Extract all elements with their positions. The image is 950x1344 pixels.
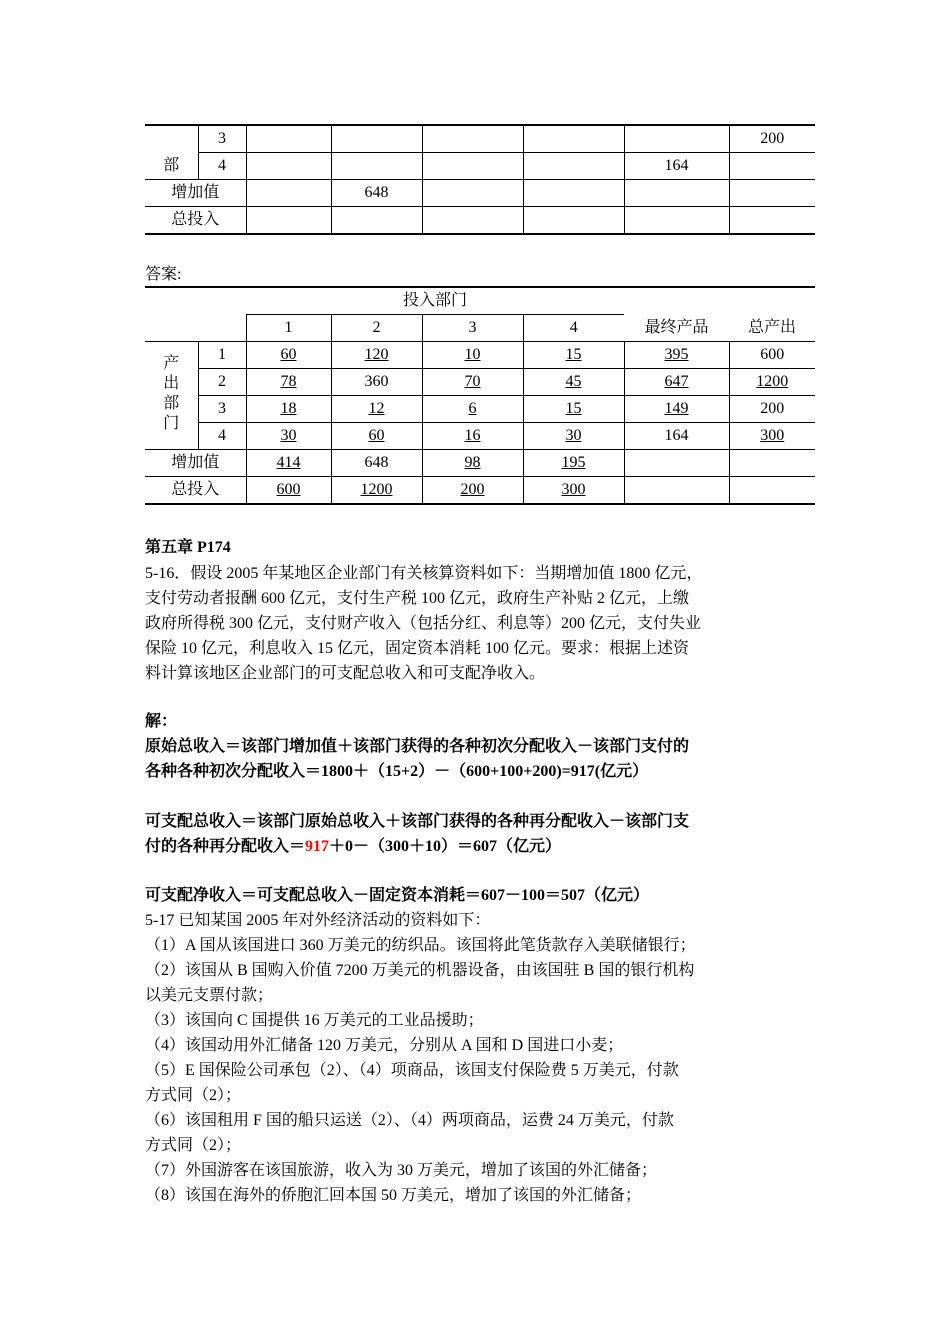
answer-cell bbox=[624, 477, 729, 505]
col-header: 4 bbox=[523, 315, 624, 342]
answer-cell: 300 bbox=[523, 477, 624, 505]
blank-header bbox=[624, 287, 729, 315]
row-label: 1 bbox=[198, 342, 246, 369]
total-output-header: 总产出 bbox=[729, 315, 815, 342]
solution-line: 付的各种再分配收入＝917＋0－（300＋10）＝607（亿元） bbox=[145, 838, 562, 855]
answer-cell: 60 bbox=[331, 423, 422, 450]
answer-cell: 395 bbox=[624, 342, 729, 369]
chapter-heading: 第五章 P174 bbox=[145, 539, 231, 556]
total-input-label: 总投入 bbox=[145, 477, 246, 505]
answer-cell: 120 bbox=[331, 342, 422, 369]
answer-cell: 18 bbox=[246, 396, 331, 423]
output-dept-label bbox=[145, 342, 198, 450]
solution-line: 可支配总收入＝该部门原始总收入＋该部门获得的各种再分配收入－该部门支 bbox=[145, 813, 690, 830]
output-dept-char: 产 bbox=[163, 355, 180, 372]
answer-cell: 200 bbox=[422, 477, 523, 505]
top-group-cell bbox=[145, 125, 198, 153]
question-line: （2）该国从 B 国购入价值 7200 万美元的机器设备，由该国驻 B 国的银行机构 bbox=[145, 962, 695, 979]
top-cell bbox=[331, 207, 422, 235]
question-line: 5-16．假设 2005 年某地区企业部门有关核算资料如下：当期增加值 1800 亿元， bbox=[145, 565, 703, 582]
top-cell bbox=[422, 180, 523, 207]
answer-cell: 647 bbox=[624, 369, 729, 396]
output-dept-char: 门 bbox=[163, 415, 180, 432]
top-cell bbox=[422, 207, 523, 235]
answer-cell bbox=[729, 477, 815, 505]
answer-cell bbox=[624, 450, 729, 477]
top-group-cell: 部 bbox=[145, 153, 198, 180]
top-cell bbox=[624, 207, 729, 235]
answer-cell: 30 bbox=[523, 423, 624, 450]
answer-cell: 30 bbox=[246, 423, 331, 450]
answer-cell bbox=[729, 450, 815, 477]
top-io-table bbox=[145, 124, 815, 235]
solution-disposable-net: 可支配净收入＝可支配总收入－固定资本消耗＝607－100＝507（亿元） bbox=[145, 887, 650, 904]
answer-cell: 15 bbox=[523, 342, 624, 369]
col-header: 2 bbox=[331, 315, 422, 342]
top-cell bbox=[523, 180, 624, 207]
output-dept-char: 出 bbox=[163, 375, 180, 392]
question-line: （8）该国在海外的侨胞汇回本国 50 万美元，增加了该国的外汇储备； bbox=[145, 1187, 642, 1204]
top-cell bbox=[246, 125, 331, 153]
solution-disposable-gross bbox=[145, 809, 815, 859]
answer-cell: 70 bbox=[422, 369, 523, 396]
corner-cell bbox=[145, 287, 246, 315]
top-cell bbox=[624, 125, 729, 153]
top-cell bbox=[331, 153, 422, 180]
solution-original-income bbox=[145, 734, 815, 784]
top-cell bbox=[246, 207, 331, 235]
row-label: 4 bbox=[198, 423, 246, 450]
answer-cell: 1200 bbox=[729, 369, 815, 396]
question-line: 5-17 已知某国 2005 年对外经济活动的资料如下： bbox=[145, 912, 491, 929]
question-line: 方式同（2）； bbox=[145, 1087, 242, 1104]
answer-cell: 15 bbox=[523, 396, 624, 423]
question-line: （7）外国游客在该国旅游，收入为 30 万美元，增加了该国的外汇储备； bbox=[145, 1162, 658, 1179]
top-cell bbox=[331, 125, 422, 153]
answer-cell: 200 bbox=[729, 396, 815, 423]
top-cell bbox=[523, 207, 624, 235]
answer-cell: 10 bbox=[422, 342, 523, 369]
answer-cell: 195 bbox=[523, 450, 624, 477]
question-line: （3）该国向 C 国提供 16 万美元的工业品援助； bbox=[145, 1012, 484, 1029]
answer-cell: 16 bbox=[422, 423, 523, 450]
question-5-17 bbox=[145, 908, 815, 1208]
answer-cell: 78 bbox=[246, 369, 331, 396]
row-label: 3 bbox=[198, 396, 246, 423]
top-cell bbox=[246, 153, 331, 180]
question-line: 料计算该地区企业部门的可支配总收入和可支配净收入。 bbox=[145, 665, 546, 682]
row-label: 2 bbox=[198, 369, 246, 396]
final-product-header: 最终产品 bbox=[624, 315, 729, 342]
top-cell bbox=[246, 180, 331, 207]
answer-cell: 6 bbox=[422, 396, 523, 423]
answer-cell: 164 bbox=[624, 423, 729, 450]
top-cell bbox=[729, 153, 815, 180]
answer-cell: 60 bbox=[246, 342, 331, 369]
top-cell bbox=[523, 153, 624, 180]
answer-cell: 300 bbox=[729, 423, 815, 450]
blank-header bbox=[729, 287, 815, 315]
question-line: 政府所得税 300 亿元，支付财产收入（包括分红、利息等）200 亿元，支付失业 bbox=[145, 615, 702, 632]
top-cell bbox=[422, 153, 523, 180]
solution-line: 各种各种初次分配收入＝1800＋（15+2）－（600+100+200)=917(亿元） bbox=[145, 763, 649, 780]
top-cell: 200 bbox=[729, 125, 815, 153]
col-header: 3 bbox=[422, 315, 523, 342]
answer-cell: 414 bbox=[246, 450, 331, 477]
question-line: 保险 10 亿元，利息收入 15 亿元，固定资本消耗 100 亿元。要求：根据上述资 bbox=[145, 640, 690, 657]
answer-label: 答案: bbox=[145, 266, 182, 283]
input-dept-header: 投入部门 bbox=[246, 287, 624, 315]
question-line: 支付劳动者报酬 600 亿元，支付生产税 100 亿元，政府生产补贴 2 亿元，上缴 bbox=[145, 590, 690, 607]
top-cell bbox=[523, 125, 624, 153]
answer-io-table bbox=[145, 286, 815, 505]
output-dept-char: 部 bbox=[163, 395, 180, 412]
top-cell: 648 bbox=[331, 180, 422, 207]
top-cell bbox=[422, 125, 523, 153]
answer-cell: 600 bbox=[246, 477, 331, 505]
question-line: （5）E 国保险公司承包（2）、（4）项商品，该国支付保险费 5 万美元，付款 bbox=[145, 1062, 679, 1079]
highlight-value: 917 bbox=[305, 838, 330, 855]
corner-cell bbox=[145, 315, 246, 342]
top-row-label: 3 bbox=[198, 125, 246, 153]
answer-cell: 12 bbox=[331, 396, 422, 423]
solution-title: 解： bbox=[145, 713, 178, 730]
top-cell bbox=[729, 180, 815, 207]
answer-cell: 648 bbox=[331, 450, 422, 477]
question-line: （6）该国租用 F 国的船只运送（2）、（4）两项商品，运费 24 万美元，付款 bbox=[145, 1112, 674, 1129]
solution-line: 原始总收入＝该部门增加值＋该部门获得的各种初次分配收入－该部门支付的 bbox=[145, 738, 690, 755]
answer-cell: 98 bbox=[422, 450, 523, 477]
question-line: （4）该国动用外汇储备 120 万美元，分别从 A 国和 D 国进口小麦； bbox=[145, 1037, 624, 1054]
top-value-added-label: 增加值 bbox=[145, 180, 246, 207]
top-total-input-label: 总投入 bbox=[145, 207, 246, 235]
top-row-label: 4 bbox=[198, 153, 246, 180]
question-line: 以美元支票付款； bbox=[145, 987, 274, 1004]
question-5-16 bbox=[145, 561, 815, 686]
answer-cell: 360 bbox=[331, 369, 422, 396]
answer-cell: 149 bbox=[624, 396, 729, 423]
answer-cell: 600 bbox=[729, 342, 815, 369]
answer-cell: 1200 bbox=[331, 477, 422, 505]
top-cell bbox=[729, 207, 815, 235]
question-line: 方式同（2）； bbox=[145, 1137, 242, 1154]
answer-cell: 45 bbox=[523, 369, 624, 396]
col-header: 1 bbox=[246, 315, 331, 342]
top-cell: 164 bbox=[624, 153, 729, 180]
value-added-label: 增加值 bbox=[145, 450, 246, 477]
question-line: （1）A 国从该国进口 360 万美元的纺织品。该国将此笔货款存入美联储银行； bbox=[145, 937, 696, 954]
top-cell bbox=[624, 180, 729, 207]
